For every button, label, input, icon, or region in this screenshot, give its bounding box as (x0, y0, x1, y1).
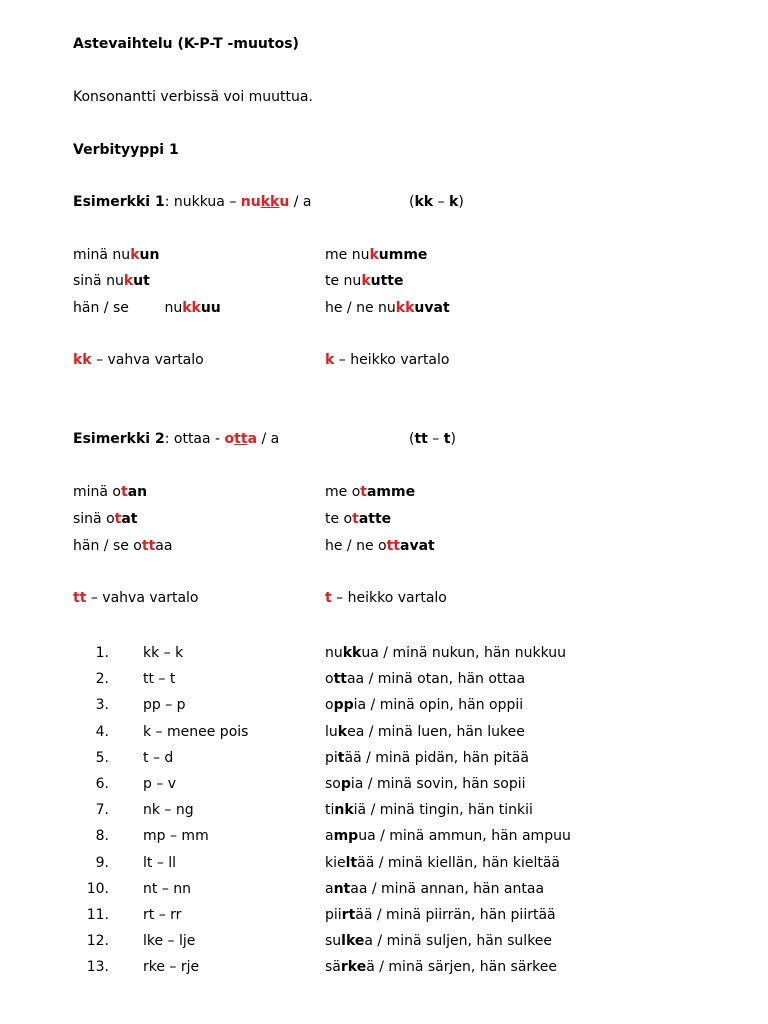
list-item-pair: mp – mm (143, 828, 209, 844)
list-item-number: 5. (95, 750, 109, 766)
list-item-pair: rke – rje (143, 959, 200, 975)
list-item-pair: k – menee pois (143, 724, 249, 740)
example1-row-left-3: hän / se nukkuu (73, 300, 221, 316)
example2-strong-stem: tt – vahva vartalo (73, 590, 199, 606)
example2-ending: / a (257, 431, 280, 447)
list-item-number: 13. (86, 959, 109, 975)
example2-row-left-2: sinä otat (73, 511, 138, 527)
list-item-pair: lt – ll (143, 855, 177, 871)
list-item-number: 9. (95, 855, 109, 871)
example1-row-right-1: me nukumme (325, 247, 428, 263)
list-item-example: nukkua / minä nukun, hän nukkuu (325, 645, 566, 661)
list-item-pair: t – d (143, 750, 174, 766)
list-item-example: sopia / minä sovin, hän sopii (325, 776, 526, 792)
list-item-pair: pp – p (143, 697, 186, 713)
list-item-example: oppia / minä opin, hän oppii (325, 697, 524, 713)
example1-stem: nukku (240, 194, 290, 210)
example2-row-right-1: me otamme (325, 484, 416, 500)
example2-row-left-1: minä otan (73, 484, 148, 500)
list-item-example: antaa / minä annan, hän antaa (325, 881, 545, 897)
list-item-pair: p – v (143, 776, 177, 792)
list-item-example: särkeä / minä särjen, hän särkee (325, 959, 557, 975)
list-item-pair: nk – ng (143, 802, 194, 818)
list-item-number: 12. (86, 933, 109, 949)
list-item-pair: nt – nn (143, 881, 192, 897)
list-item-number: 8. (95, 828, 109, 844)
page-title: Astevaihtelu (K-P-T -muutos) (73, 36, 299, 52)
list-item-pair: lke – lje (143, 933, 196, 949)
list-item-number: 3. (95, 697, 109, 713)
example1-infinitive: : nukkua – (164, 194, 241, 210)
list-item-number: 2. (95, 671, 109, 687)
example2-row-right-2: te otatte (325, 511, 392, 527)
example2-label: Esimerkki 2 (73, 431, 165, 447)
example2-weak-stem: t – heikko vartalo (325, 590, 447, 606)
list-item-example: tinkiä / minä tingin, hän tinkii (325, 802, 533, 818)
list-item-pair: rt – rr (143, 907, 182, 923)
list-item-example: pitää / minä pidän, hän pitää (325, 750, 529, 766)
example2-row-left-3: hän / se ottaa (73, 538, 173, 554)
list-item-number: 7. (95, 802, 109, 818)
example1-change: (kk – k) (409, 194, 464, 210)
list-item-pair: tt – t (143, 671, 176, 687)
example2-stem-consonant: tt (234, 431, 248, 447)
example1-label: Esimerkki 1 (73, 194, 165, 210)
example1-strong-stem: kk – vahva vartalo (73, 352, 204, 368)
example1-row-left-1: minä nukun (73, 247, 160, 263)
list-item-number: 6. (95, 776, 109, 792)
example2-row-right-3: he / ne ottavat (325, 538, 435, 554)
list-item-example: ampua / minä ammun, hän ampuu (325, 828, 571, 844)
list-item-number: 11. (86, 907, 109, 923)
intro-text: Konsonantti verbissä voi muuttua. (73, 89, 313, 105)
list-item-example: piirtää / minä piirrän, hän piirtää (325, 907, 556, 923)
example2-heading (73, 430, 279, 448)
list-item-example: sulkea / minä suljen, hän sulkee (325, 933, 553, 949)
list-item-example: kieltää / minä kiellän, hän kieltää (325, 855, 560, 871)
example1-ending: / a (289, 194, 312, 210)
example1-weak-stem: k – heikko vartalo (325, 352, 450, 368)
example1-heading (73, 193, 312, 211)
list-item-number: 10. (86, 881, 109, 897)
list-item-pair: kk – k (143, 645, 184, 661)
list-item-example: lukea / minä luen, hän lukee (325, 724, 525, 740)
example2-stem: otta (224, 431, 258, 447)
verb-type-heading: Verbityyppi 1 (73, 142, 179, 158)
example1-stem-consonant: kk (260, 194, 280, 210)
example1-row-right-2: te nukutte (325, 273, 404, 289)
list-item-number: 4. (95, 724, 109, 740)
example2-infinitive: : ottaa - (164, 431, 225, 447)
list-item-number: 1. (95, 645, 109, 661)
list-item-example: ottaa / minä otan, hän ottaa (325, 671, 526, 687)
example1-row-left-2: sinä nukut (73, 273, 150, 289)
example1-row-right-3: he / ne nukkuvat (325, 300, 450, 316)
example2-change: (tt – t) (409, 431, 456, 447)
